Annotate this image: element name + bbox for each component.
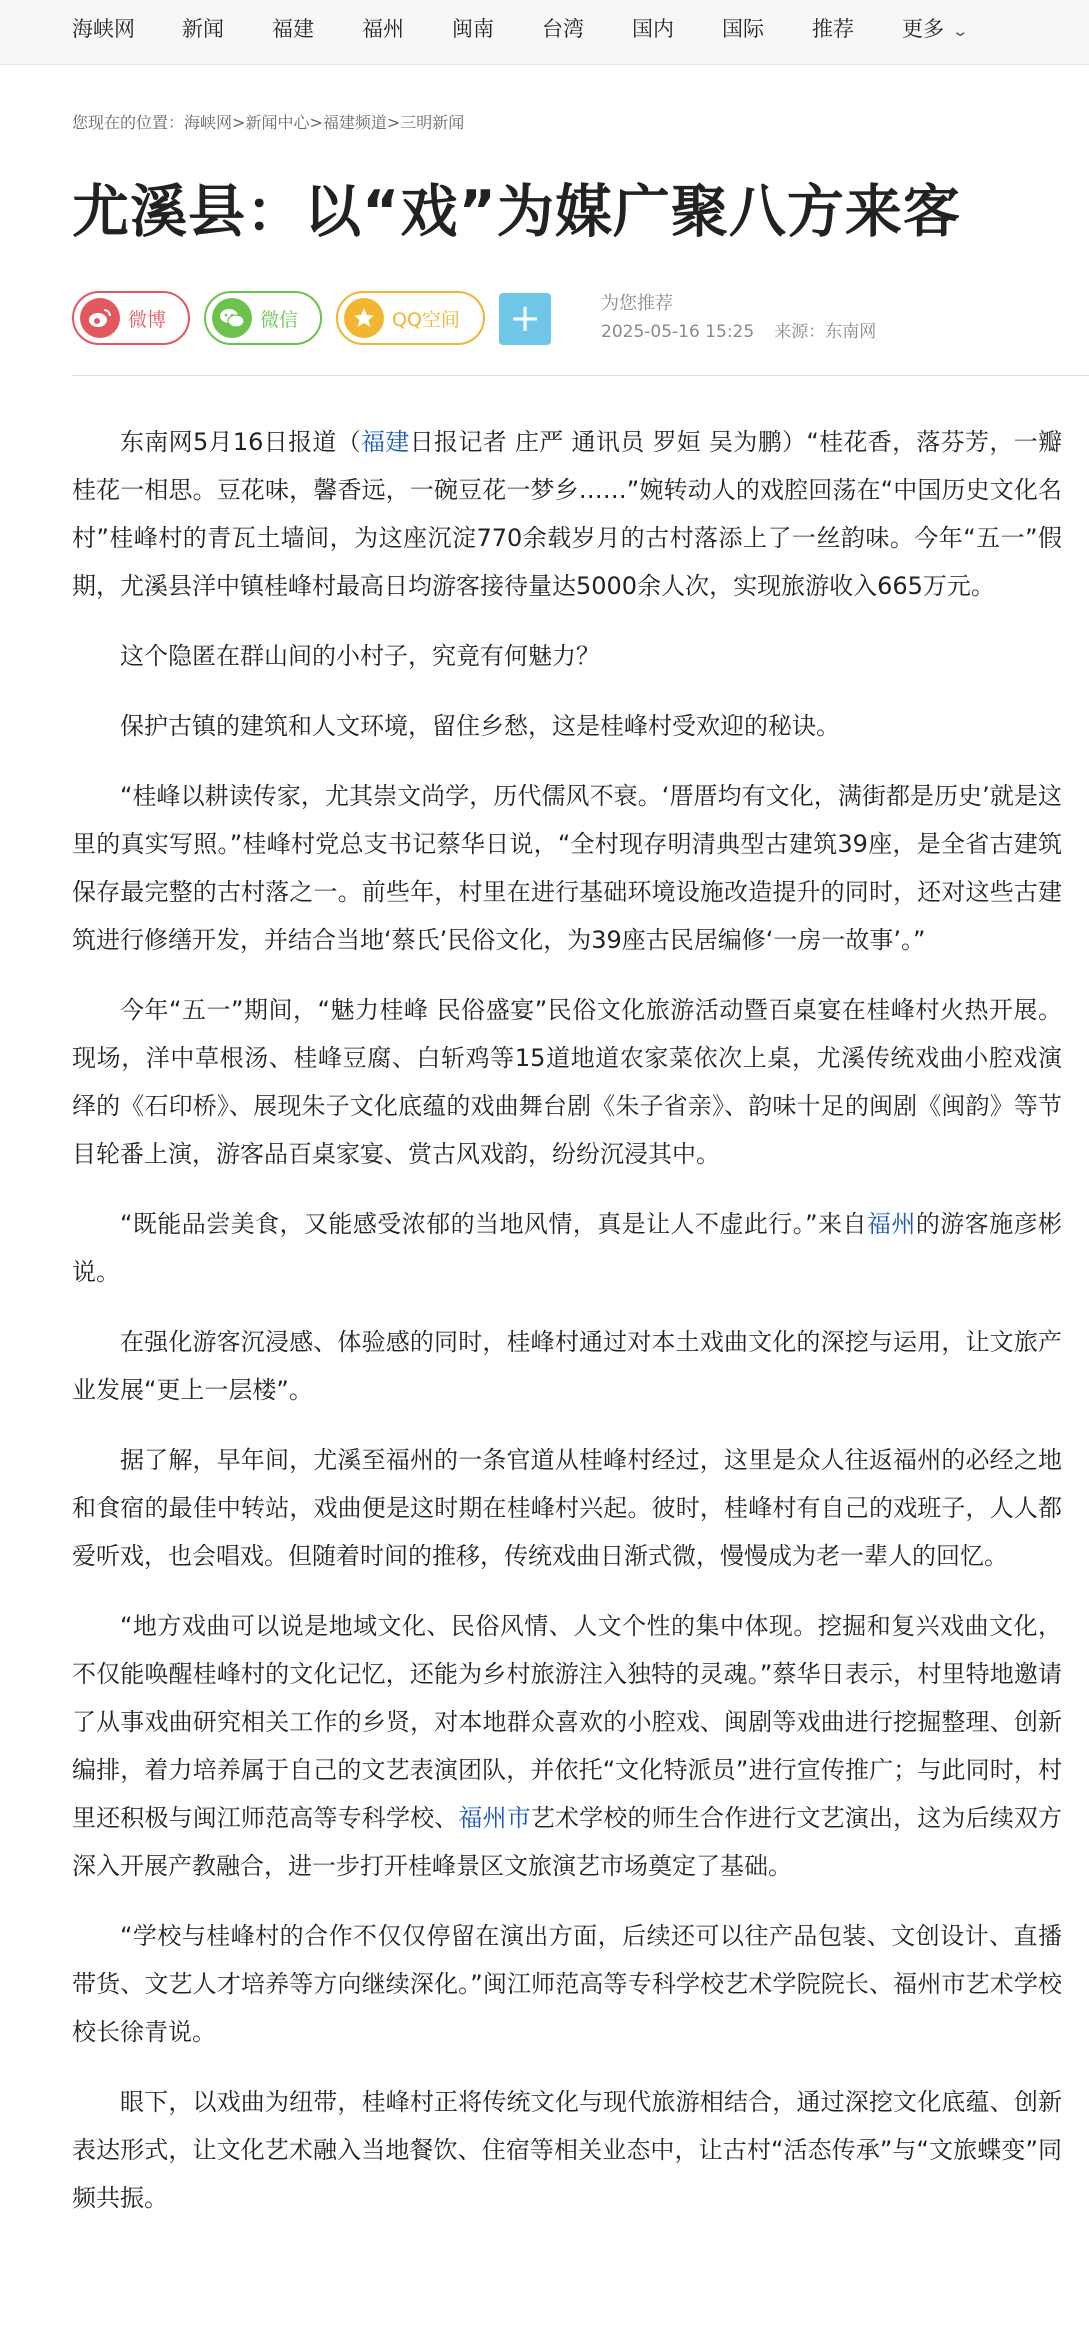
breadcrumb <box>72 111 464 135</box>
paragraph-10: “学校与桂峰村的合作不仅仅停留在演出方面，后续还可以往产品包装、文创设计、直播带货、文艺人才培养等方向继续深化。”闽江师范高等专科学校艺术学院院长、福州市艺术学校校长徐青说。 <box>72 1922 1062 2046</box>
link-fuzhou-city[interactable]: 福州市 <box>458 1804 531 1832</box>
paragraph-text: 艺术学校的师生合作进行文艺演出，这为后续双方深入开展产教融合，进一步打开桂峰景区文旅演艺市场奠定了基础。 <box>72 1804 1063 1880</box>
top-navigation <box>0 0 1089 65</box>
weibo-icon <box>80 298 120 338</box>
paragraph-5: 今年“五一”期间，“魅力桂峰 民俗盛宴”民俗文化旅游活动暨百桌宴在桂峰村火热开展。现场，洋中草根汤、桂峰豆腐、白斩鸡等15道地道农家菜依次上桌，尤溪传统戏曲小腔戏演绎的《石印桥》、展现朱子文化底蕴的戏曲舞台剧《朱子省亲》、韵味十足的闽剧《闽韵》等节目轮番上演，游客品百桌家宴、赏古风戏韵，纷纷沉浸其中。 <box>72 996 1062 1168</box>
nav-item-fujian[interactable]: 福建 <box>272 17 314 41</box>
paragraph-11: 眼下，以戏曲为纽带，桂峰村正将传统文化与现代旅游相结合，通过深挖文化底蕴、创新表达形式，让文化艺术融入当地餐饮、住宿等相关业态中，让古村“活态传承”与“文旅蝶变”同频共振。 <box>72 2088 1062 2212</box>
breadcrumb-link-fujian-channel[interactable]: 福建频道 <box>322 113 387 132</box>
wechat-icon <box>212 298 252 338</box>
paragraph-2: 这个隐匿在群山间的小村子，究竟有何魅力？ <box>120 642 600 670</box>
share-wechat-button[interactable] <box>204 291 322 345</box>
paragraph-text: 的游客施彦彬说。 <box>72 1210 1063 1286</box>
chevron-down-icon: ⌄ <box>951 22 970 40</box>
breadcrumb-separator: > <box>386 113 401 132</box>
link-fuzhou[interactable]: 福州 <box>866 1210 916 1238</box>
breadcrumb-link-sanming-news[interactable]: 三明新闻 <box>400 113 465 132</box>
more-share-plus-button[interactable]: + <box>499 293 551 345</box>
nav-item-taiwan[interactable]: 台湾 <box>542 17 584 41</box>
publish-datetime: 2025-05-16 15:25 <box>601 322 755 342</box>
paragraph-4: “桂峰以耕读传家，尤其崇文尚学，历代儒风不衰。‘厝厝均有文化，满街都是历史’就是这里的真实写照。”桂峰村党总支书记蔡华日说，“全村现存明清典型古建筑39座，是全省古建筑保存最完整的古村落之一。前些年，村里在进行基础环境设施改造提升的同时，还对这些古建筑进行修缮开发，并结合当地‘蔡氏’民俗文化，为39座古民居编修‘一房一故事’。” <box>72 782 1062 954</box>
nav-item-fuzhou[interactable]: 福州 <box>362 17 404 41</box>
share-wechat-label: 微信 <box>260 308 299 331</box>
nav-item-minnan[interactable]: 闽南 <box>452 17 494 41</box>
paragraph-6 <box>72 1200 1062 1296</box>
header-divider <box>72 375 1089 376</box>
nav-item-haixia[interactable]: 海峡网 <box>72 17 135 41</box>
share-weibo-label: 微博 <box>128 308 167 331</box>
nav-item-domestic[interactable]: 国内 <box>632 17 674 41</box>
paragraph-text: 东南网5月16日报道（ <box>120 428 362 456</box>
share-qzone-label: QQ空间 <box>392 308 460 331</box>
breadcrumb-separator: > <box>232 113 246 132</box>
recommend-label: 为您推荐 <box>601 293 673 314</box>
article-title: 尤溪县：以“戏”为媒广聚八方来客 <box>72 179 961 245</box>
nav-item-news[interactable]: 新闻 <box>182 17 224 41</box>
paragraph-3: 保护古镇的建筑和人文环境，留住乡愁，这是桂峰村受欢迎的秘诀。 <box>120 712 840 740</box>
paragraph-1 <box>72 418 1062 610</box>
breadcrumb-prefix: 您现在的位置： <box>72 113 185 132</box>
qzone-star-icon <box>344 298 384 338</box>
nav-more-label: 更多 <box>902 17 944 41</box>
article-source: 来源：东南网 <box>774 322 877 342</box>
article-meta <box>601 318 896 346</box>
paragraph-text: “地方戏曲可以说是地域文化、民俗风情、人文个性的集中体现。挖掘和复兴戏曲文化，不仅能唤醒桂峰村的文化记忆，还能为乡村旅游注入独特的灵魂。”蔡华日表示，村里特地邀请了从事戏曲研究相关工作的乡贤，对本地群众喜欢的小腔戏、闽剧等戏曲进行挖掘整理、创新编排，着力培养属于自己的文艺表演团队，并依托“文化特派员”进行宣传推广；与此同时，村里还积极与闽江师范高等专科学校、 <box>72 1612 1062 1832</box>
article-body <box>72 418 1062 2244</box>
paragraph-text: “既能品尝美食，又能感受浓郁的当地风情，真是让人不虚此行。”来自 <box>120 1210 867 1238</box>
paragraph-8: 据了解，早年间，尤溪至福州的一条官道从桂峰村经过，这里是众人往返福州的必经之地和食宿的最佳中转站，戏曲便是这时期在桂峰村兴起。彼时，桂峰村有自己的戏班子，人人都爱听戏，也会唱戏。但随着时间的推移，传统戏曲日渐式微，慢慢成为老一辈人的回忆。 <box>72 1446 1062 1570</box>
nav-item-recommend[interactable]: 推荐 <box>812 17 854 41</box>
link-fujian[interactable]: 福建 <box>361 428 410 456</box>
breadcrumb-link-news-center[interactable]: 新闻中心 <box>245 113 310 132</box>
breadcrumb-separator: > <box>309 113 323 132</box>
nav-item-more[interactable] <box>902 14 970 46</box>
breadcrumb-link-haixia[interactable]: 海峡网 <box>184 113 233 132</box>
share-qzone-button[interactable] <box>336 291 485 345</box>
paragraph-9 <box>72 1602 1062 1890</box>
nav-item-international[interactable]: 国际 <box>722 17 764 41</box>
paragraph-7: 在强化游客沉浸感、体验感的同时，桂峰村通过对本土戏曲文化的深挖与运用，让文旅产业发展“更上一层楼”。 <box>72 1328 1062 1404</box>
paragraph-text: 日报记者 庄严 通讯员 罗姮 吴为鹏）“桂花香，落芬芳，一瓣桂花一相思。豆花味，馨香远，一碗豆花一梦乡……”婉转动人的戏腔回荡在“中国历史文化名村”桂峰村的青瓦土墙间，为这座沉淀770余载岁月的古村落添上了一丝韵味。今年“五一”假期，尤溪县洋中镇桂峰村最高日均游客接待量达5000余人次，实现旅游收入665万元。 <box>72 428 1063 600</box>
share-weibo-button[interactable] <box>72 291 190 345</box>
